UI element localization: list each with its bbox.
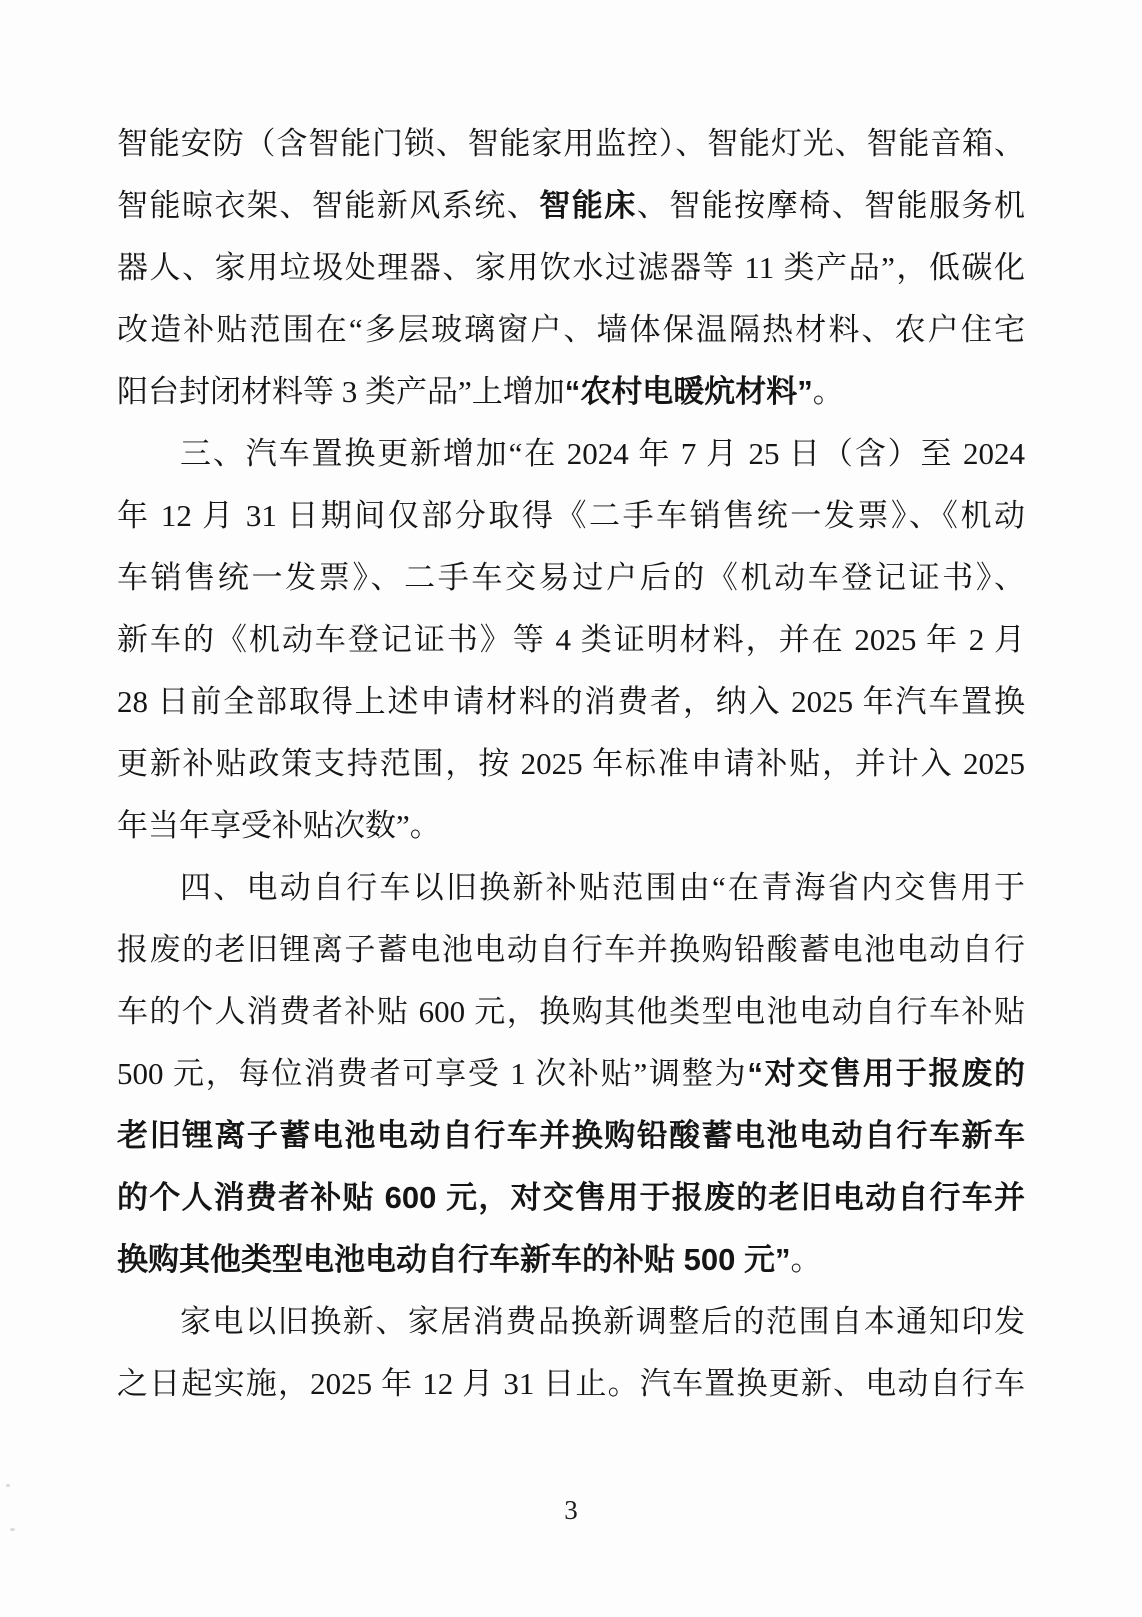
text-line bbox=[117, 1043, 1025, 1105]
body-text: 之日起实施，2025 年 12 月 31 日止。汽车置换更新、电动自行车 bbox=[117, 1366, 1025, 1401]
text-line bbox=[117, 547, 1025, 609]
text-line bbox=[117, 609, 1025, 671]
body-text: 阳台封闭材料等 3 类产品”上增加 bbox=[117, 374, 565, 409]
text-line bbox=[117, 237, 1025, 299]
body-text: 家电以旧换新、家居消费品换新调整后的范围自本通知印发 bbox=[180, 1304, 1025, 1339]
text-line bbox=[117, 1291, 1025, 1353]
text-line bbox=[117, 361, 1025, 423]
body-text: 四、电动自行车以旧换新补贴范围由“在青海省内交售用于 bbox=[180, 870, 1025, 905]
scan-speckle bbox=[6, 1484, 10, 1487]
emphasized-text: 智能床 bbox=[539, 188, 637, 223]
body-text: 改造补贴范围在“多层玻璃窗户、墙体保温隔热材料、农户住宅 bbox=[117, 312, 1025, 347]
body-text: 、智能按摩椅、智能服务机 bbox=[636, 188, 1025, 223]
body-text: 智能晾衣架、智能新风系统、 bbox=[117, 188, 540, 223]
body-text: 28 日前全部取得上述申请材料的消费者，纳入 2025 年汽车置换 bbox=[117, 684, 1025, 719]
body-text: 三、汽车置换更新增加“在 2024 年 7 月 25 日（含）至 2024 bbox=[180, 436, 1025, 471]
body-text: 车的个人消费者补贴 600 元，换购其他类型电池电动自行车补贴 bbox=[117, 994, 1025, 1029]
body-text: 。 bbox=[812, 374, 844, 409]
text-line bbox=[117, 795, 1025, 857]
text-line bbox=[117, 485, 1025, 547]
body-text: 500 元，每位消费者可享受 1 次补贴”调整为 bbox=[117, 1056, 748, 1091]
text-line bbox=[117, 671, 1025, 733]
text-line bbox=[117, 981, 1025, 1043]
text-line bbox=[117, 175, 1025, 237]
emphasized-text: “农村电暖炕材料” bbox=[564, 374, 813, 409]
emphasized-text: 换购其他类型电池电动自行车新车的补贴 500 元” bbox=[117, 1242, 791, 1277]
body-text: 报废的老旧锂离子蓄电池电动自行车并换购铅酸蓄电池电动自行 bbox=[117, 932, 1025, 967]
page-number: 3 bbox=[564, 1495, 578, 1525]
text-line bbox=[117, 299, 1025, 361]
scan-speckle bbox=[10, 1528, 15, 1531]
text-line bbox=[117, 1105, 1025, 1167]
body-text: 器人、家用垃圾处理器、家用饮水过滤器等 11 类产品”，低碳化 bbox=[117, 250, 1025, 285]
emphasized-text: “对交售用于报废的 bbox=[747, 1056, 1025, 1091]
body-text: 年当年享受补贴次数”。 bbox=[117, 808, 441, 843]
text-line bbox=[117, 1229, 1025, 1291]
body-text: 智能安防（含智能门锁、智能家用监控）、智能灯光、智能音箱、 bbox=[117, 126, 1025, 161]
text-line bbox=[117, 857, 1025, 919]
emphasized-text: 老旧锂离子蓄电池电动自行车并换购铅酸蓄电池电动自行车新车 bbox=[117, 1118, 1025, 1153]
emphasized-text: 的个人消费者补贴 600 元，对交售用于报废的老旧电动自行车并 bbox=[117, 1180, 1025, 1215]
text-line bbox=[117, 919, 1025, 981]
body-text: 年 12 月 31 日期间仅部分取得《二手车销售统一发票》、《机动 bbox=[117, 498, 1025, 533]
body-text: 车销售统一发票》、二手车交易过户后的《机动车登记证书》、 bbox=[117, 560, 1025, 595]
text-line bbox=[117, 733, 1025, 795]
document-body bbox=[117, 113, 1025, 1415]
text-line bbox=[117, 1167, 1025, 1229]
body-text: 新车的《机动车登记证书》等 4 类证明材料，并在 2025 年 2 月 bbox=[117, 622, 1025, 657]
text-line bbox=[117, 1353, 1025, 1415]
text-line bbox=[117, 113, 1025, 175]
body-text: 更新补贴政策支持范围，按 2025 年标准申请补贴，并计入 2025 bbox=[117, 746, 1025, 781]
text-line bbox=[117, 423, 1025, 485]
body-text: 。 bbox=[790, 1242, 822, 1277]
